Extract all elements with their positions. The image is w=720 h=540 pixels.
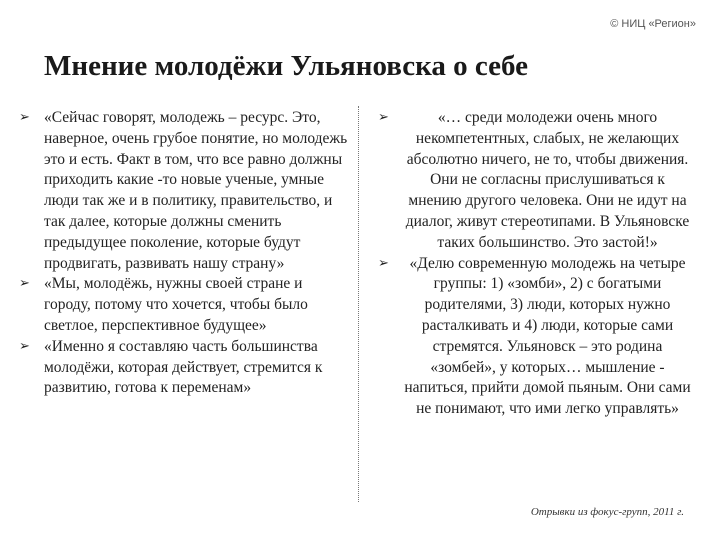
arrow-bullet-icon: ➢	[378, 110, 389, 125]
arrow-bullet-icon: ➢	[19, 110, 30, 125]
arrow-bullet-icon: ➢	[19, 338, 30, 354]
right-quotes-column	[366, 108, 692, 420]
quote-text: «… среди молодежи очень много некомпетентных, слабых, не желающих абсолютно ничего, не то, чтобы движения. Они не согласны прислушиваться к мнению другого человека. Они не идут на диалог, живут стереотипами. В Ульяновске таких большинство. Это застой!»	[405, 109, 690, 251]
quote-item	[366, 108, 692, 254]
copyright-notice: © НИЦ «Регион»	[610, 18, 696, 30]
quote-text: «Делю современную молодежь на четыре группы: 1) «зомби», 2) с богатыми родителями, 3) люди, которых нужно расталкивать и 4) люди, которые сами стремятся. Ульяновск – это родина «зомбей», у которых… мышление - напиться, прийти домой пьяным. Они сами не понимают, что ими легко управлять»	[404, 254, 691, 418]
left-quotes-list	[10, 108, 352, 399]
quote-item	[366, 254, 692, 420]
quote-item	[10, 108, 352, 274]
quote-text: «Мы, молодёжь, нужны своей стране и городу, потому что хочется, чтобы было светлое, перспективное будущее»	[44, 275, 308, 334]
source-footnote: Отрывки из фокус-групп, 2011 г.	[530, 506, 684, 518]
quote-text: «Сейчас говорят, молодежь – ресурс. Это, наверное, очень грубое понятие, но молодежь это и есть. Факт в том, что все равно должны приходить какие -то новые ученые, умные люди так же и в политику, правительство, и так далее, которые должны сменить предыдущее поколение, которые будут продвигать, развивать нашу страну»	[44, 109, 348, 272]
left-quotes-column	[10, 108, 352, 399]
column-divider	[358, 106, 359, 502]
quote-item	[10, 337, 352, 399]
quote-text: «Именно я составляю часть большинства молодёжи, которая действует, стремится к развитию, готова к переменам»	[44, 337, 323, 397]
slide-title: Мнение молодёжи Ульяновска о себе	[44, 50, 528, 82]
right-quotes-list	[366, 108, 692, 420]
arrow-bullet-icon: ➢	[19, 276, 30, 292]
arrow-bullet-icon: ➢	[378, 255, 389, 271]
quote-item	[10, 274, 352, 336]
